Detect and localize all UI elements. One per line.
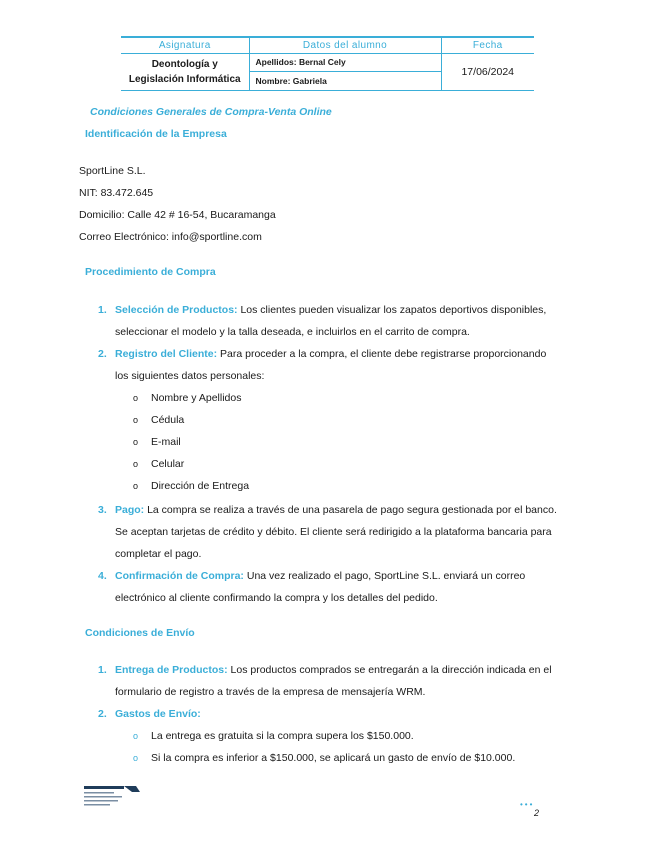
personal-data-bullet-5: o [133, 481, 139, 491]
header-name: Nombre: Gabriela [249, 72, 441, 91]
university-logo [84, 786, 140, 808]
purchase-item-4-line1 [115, 570, 525, 582]
purchase-item-1-line1 [115, 304, 546, 316]
shipping-item-2-line1 [115, 708, 201, 720]
company-address: Domicilio: Calle 42 # 16-54, Bucaramanga [79, 209, 276, 221]
shipping-cost-item: Si la compra es inferior a $150.000, se aplicará un gasto de envío de $10.000. [151, 752, 516, 764]
purchase-item-3-text1: La compra se realiza a través de una pasarela de pago segura gestionada por el banco. [144, 504, 557, 516]
shipping-cost-bullet-2: o [133, 753, 139, 763]
header-table [121, 36, 534, 91]
purchase-item-2-number: 2. [98, 348, 107, 360]
personal-data-bullet-1: o [133, 393, 139, 403]
purchase-item-4-line2: electrónico al cliente confirmando la compra y los detalles del pedido. [115, 592, 438, 604]
personal-data-item: Dirección de Entrega [151, 480, 250, 492]
personal-data-bullet-2: o [133, 415, 139, 425]
shipping-item-1-text1: Los productos comprados se entregarán a la dirección indicada en el [227, 664, 552, 676]
header-subject-label: Asignatura [121, 37, 249, 53]
subject-line-1: Deontología y [151, 58, 218, 70]
personal-data-item: E-mail [151, 436, 181, 448]
purchase-item-3-line2: Se aceptan tarjetas de crédito y débito. El cliente será redirigido a la plataforma bancaria para [115, 526, 552, 538]
company-nit: NIT: 83.472.645 [79, 187, 154, 199]
personal-data-item: Nombre y Apellidos [151, 392, 242, 404]
purchase-section-title: Procedimiento de Compra [85, 266, 216, 278]
shipping-item-2-label: Gastos de Envío: [115, 708, 201, 720]
subject-line-2: Legislación Informática [128, 73, 241, 85]
footer-dots: ••• [520, 800, 535, 809]
purchase-item-2-label: Registro del Cliente: [115, 348, 218, 360]
shipping-item-1-line2: formulario de registro a través de la empresa de mensajería WRM. [115, 686, 426, 698]
page-number: 2 [534, 808, 540, 818]
personal-data-item: Celular [151, 458, 185, 470]
shipping-section-title: Condiciones de Envío [85, 627, 195, 639]
purchase-item-1-line2: seleccionar el modelo y la talla deseada, e incluirlos en el carrito de compra. [115, 326, 470, 338]
document-title: Condiciones Generales de Compra-Venta Online [90, 106, 332, 118]
purchase-item-1-label: Selección de Productos: [115, 304, 238, 316]
purchase-item-1-number: 1. [98, 304, 107, 316]
purchase-item-3-number: 3. [98, 504, 107, 516]
personal-data-bullet-3: o [133, 437, 139, 447]
purchase-item-3-line1 [115, 504, 557, 516]
purchase-item-2-line2: los siguientes datos personales: [115, 370, 265, 382]
purchase-item-2-text1: Para proceder a la compra, el cliente debe registrarse proporcionando [217, 348, 547, 360]
company-name: SportLine S.L. [79, 165, 146, 177]
purchase-item-1-text1: Los clientes pueden visualizar los zapatos deportivos disponibles, [237, 304, 547, 316]
personal-data-bullet-4: o [133, 459, 139, 469]
shipping-item-1-number: 1. [98, 664, 107, 676]
header-surname: Apellidos: Bernal Cely [249, 53, 441, 72]
purchase-item-2-line1 [115, 348, 546, 360]
company-email: Correo Electrónico: info@sportline.com [79, 231, 262, 243]
shipping-cost-bullet-1: o [133, 731, 139, 741]
purchase-item-4-text1: Una vez realizado el pago, SportLine S.L. enviará un correo [243, 570, 526, 582]
shipping-item-1-line1 [115, 664, 552, 676]
purchase-item-3-label: Pago: [115, 504, 145, 516]
header-subject-value [121, 53, 249, 90]
company-section-title: Identificación de la Empresa [85, 128, 227, 140]
personal-data-item: Cédula [151, 414, 185, 426]
purchase-item-4-number: 4. [98, 570, 107, 582]
purchase-item-4-label: Confirmación de Compra: [115, 570, 244, 582]
header-student-label: Datos del alumno [249, 37, 441, 53]
shipping-cost-item: La entrega es gratuita si la compra supera los $150.000. [151, 730, 414, 742]
shipping-item-1-label: Entrega de Productos: [115, 664, 228, 676]
header-date-value: 17/06/2024 [441, 53, 534, 90]
shipping-item-2-number: 2. [98, 708, 107, 720]
purchase-item-3-line3: completar el pago. [115, 548, 202, 560]
header-date-label: Fecha [441, 37, 534, 53]
